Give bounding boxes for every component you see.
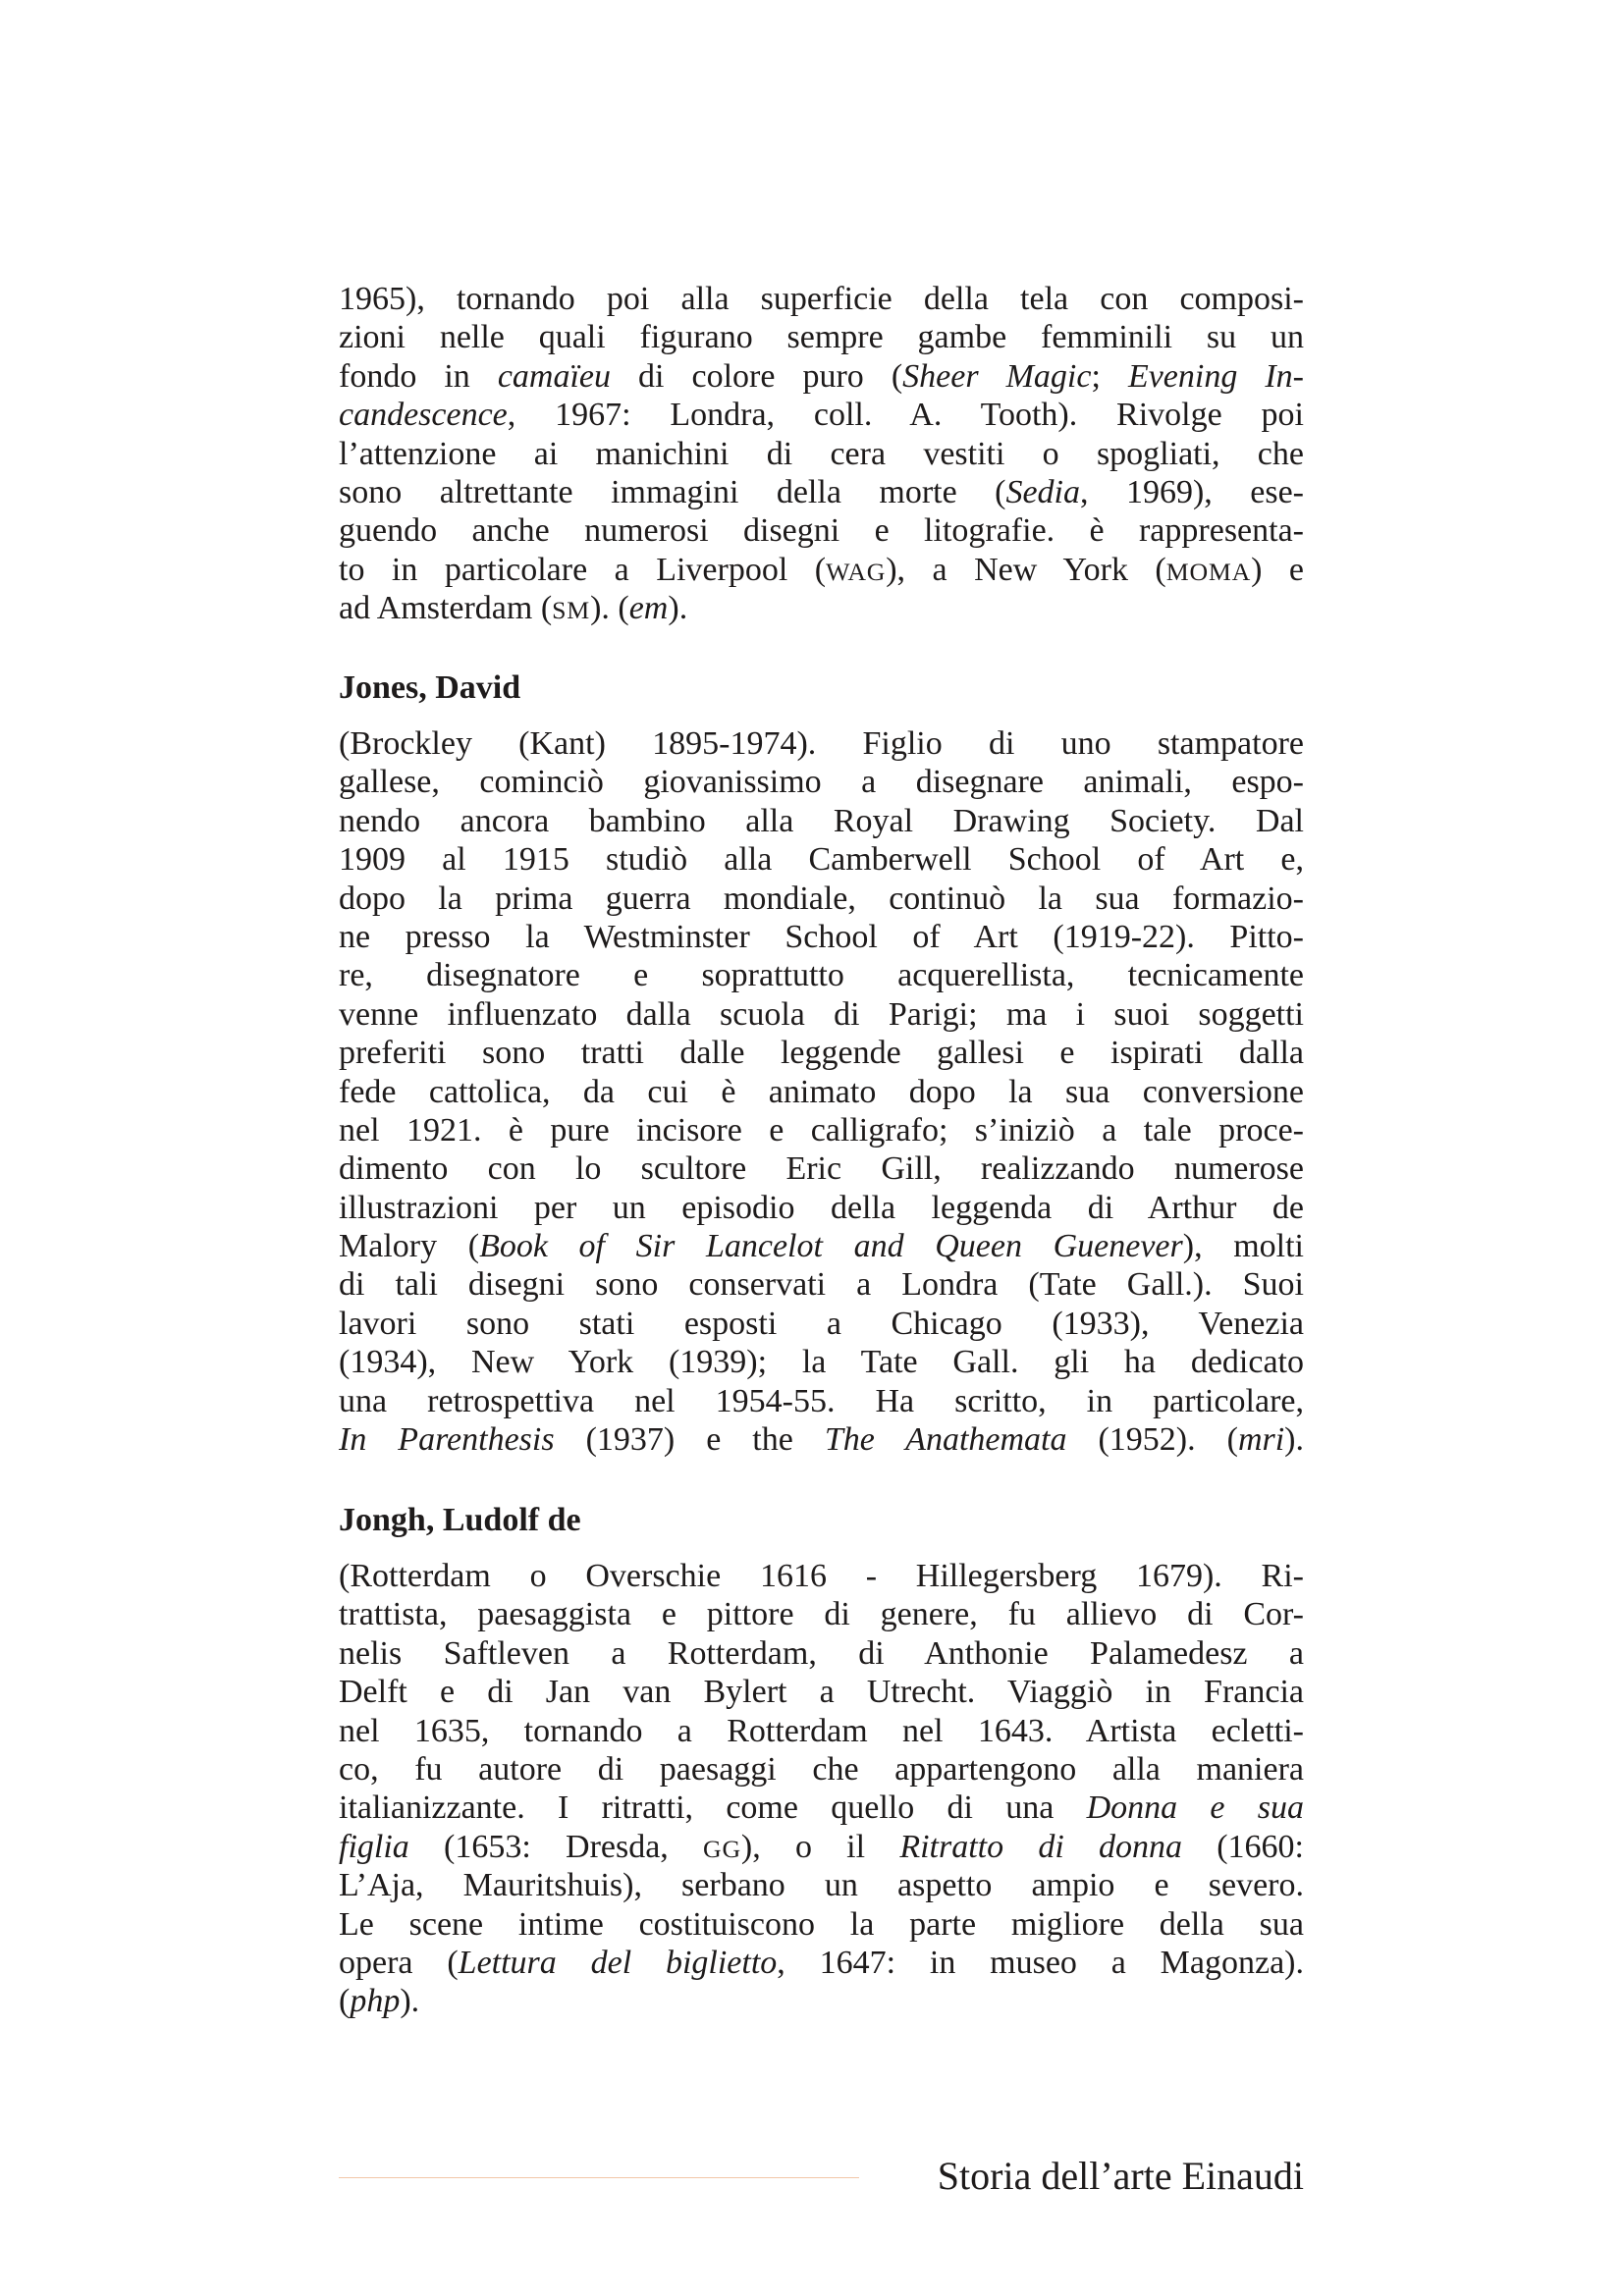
italic-text: candescence — [339, 397, 508, 434]
text-line — [339, 724, 1304, 763]
text-run: ). — [400, 1983, 420, 2020]
text-run: l’attenzione ai manichini di cera vestiti o spogliati, che — [339, 435, 1304, 472]
text-line — [339, 1905, 1304, 1944]
text-run: L’Aja, Mauritshuis), serbano un aspetto ampio e severo. — [339, 1867, 1304, 1904]
entry-text-jongh-ludolf-de — [339, 1557, 1304, 2021]
text-run: ), molti — [1182, 1228, 1304, 1265]
text-line — [339, 589, 1304, 627]
text-run: ; — [1091, 357, 1128, 395]
text-run: Malory ( — [339, 1228, 480, 1265]
text-run: ad Amsterdam ( — [339, 590, 553, 627]
text-run: , 1967: Londra, coll. A. Tooth). Rivolge poi — [507, 397, 1304, 434]
text-run: (1952). ( — [1066, 1421, 1238, 1459]
text-run: 1965), tornando poi alla superficie della tela con composi- — [339, 281, 1304, 317]
entry-title-jones-david: Jones, David — [339, 669, 521, 706]
italic-text: mri — [1237, 1421, 1285, 1459]
text-run: 1909 al 1915 studiò alla Camberwell School of Art e, — [339, 841, 1304, 879]
text-line — [339, 1343, 1304, 1381]
text-run: di tali disegni sono conservati a Londra (Tate Gall.). Suoi — [339, 1266, 1304, 1304]
text-line — [339, 1712, 1304, 1750]
text-line — [339, 1866, 1304, 1904]
italic-text: php — [350, 1983, 401, 2020]
text-run: (Rotterdam o Overschie 1616 - Hillegersberg 1679). Ri- — [339, 1558, 1304, 1594]
text-line — [339, 357, 1304, 396]
text-line — [339, 1673, 1304, 1711]
italic-text: Evening In- — [1127, 357, 1305, 395]
text-line — [339, 880, 1304, 918]
text-line — [339, 802, 1304, 840]
text-run: ), o il — [740, 1828, 900, 1865]
small-caps-abbreviation: WAG — [826, 557, 887, 586]
entry-text-jones-david — [339, 724, 1304, 1459]
text-line — [339, 551, 1304, 589]
text-run: ). — [1284, 1421, 1304, 1459]
text-run: fondo in — [339, 357, 498, 395]
text-line — [339, 396, 1304, 434]
small-caps-abbreviation: GG — [703, 1834, 741, 1863]
text-line — [339, 1828, 1304, 1866]
text-run: una retrospettiva nel 1954-55. Ha scritto, in particolare, — [339, 1382, 1304, 1419]
italic-text: figlia — [339, 1828, 409, 1865]
italic-text: Donna e sua — [1086, 1789, 1304, 1827]
text-run: nel 1635, tornando a Rotterdam nel 1643. Artista ecletti- — [339, 1712, 1304, 1749]
entry-title-jongh-ludolf-de: Jongh, Ludolf de — [339, 1502, 581, 1538]
small-caps-abbreviation: SM — [552, 596, 591, 625]
text-run: gallese, cominciò giovanissimo a disegnare animali, espo- — [339, 764, 1304, 801]
text-line — [339, 1265, 1304, 1304]
italic-text: camaïeu — [497, 357, 612, 395]
text-line — [339, 763, 1304, 801]
text-run: ne presso la Westminster School of Art (1919-22). Pitto- — [339, 918, 1304, 955]
text-run: sono altrettante immagini della morte ( — [339, 473, 1006, 510]
text-line — [339, 1420, 1304, 1459]
text-line — [339, 1227, 1304, 1265]
text-run: dimento con lo scultore Eric Gill, realizzando numerose — [339, 1150, 1304, 1188]
text-run: ), a New York ( — [886, 551, 1166, 588]
text-line — [339, 1034, 1304, 1072]
text-run: fede cattolica, da cui è animato dopo la sua conversione — [339, 1073, 1304, 1110]
text-run: ( — [339, 1983, 351, 2020]
text-run: (1660: — [1182, 1828, 1304, 1865]
text-line — [339, 435, 1304, 473]
text-run: Delft e di Jan van Bylert a Utrecht. Viaggiò in Francia — [339, 1674, 1304, 1711]
italic-text: Book of Sir Lancelot and Queen Guenever — [479, 1228, 1183, 1265]
text-line — [339, 1595, 1304, 1633]
italic-text: Sheer Magic — [902, 357, 1092, 395]
italic-text: The Anathemata — [824, 1421, 1067, 1459]
text-run: co, fu autore di paesaggi che appartengono alla maniera — [339, 1750, 1304, 1788]
footer-rule — [339, 2177, 859, 2178]
small-caps-abbreviation: MOMA — [1165, 557, 1252, 586]
text-line — [339, 1305, 1304, 1343]
text-line — [339, 1789, 1304, 1827]
text-run: guendo anche numerosi disegni e litografie. è rappresenta- — [339, 512, 1304, 550]
text-run: trattista, paesaggista e pittore di genere, fu allievo di Cor- — [339, 1596, 1304, 1633]
text-line — [339, 1944, 1304, 1982]
text-run: ). ( — [590, 590, 629, 627]
text-line — [339, 318, 1304, 356]
text-run: ) e — [1251, 551, 1304, 588]
text-line — [339, 840, 1304, 879]
text-line — [339, 1111, 1304, 1149]
text-run: di colore puro ( — [611, 357, 903, 395]
text-line — [339, 511, 1304, 550]
text-run: opera ( — [339, 1944, 459, 1981]
text-run: nel 1921. è pure incisore e calligrafo; s’iniziò a tale proce- — [339, 1111, 1304, 1148]
text-line — [339, 1557, 1304, 1595]
entry-continuation-text — [339, 280, 1304, 628]
text-run: Le scene intime costituiscono la parte migliore della sua — [339, 1905, 1304, 1943]
text-line — [339, 1634, 1304, 1673]
text-run: , 1969), ese- — [1080, 473, 1304, 510]
text-line — [339, 1382, 1304, 1420]
text-line — [339, 1750, 1304, 1789]
text-run: ). — [668, 590, 688, 627]
footer-publication-title: Storia dell’arte Einaudi — [937, 2154, 1304, 2198]
text-line — [339, 956, 1304, 994]
text-line — [339, 1982, 1304, 2020]
italic-text: Sedia — [1005, 473, 1081, 510]
italic-text: Ritratto di donna — [899, 1828, 1182, 1865]
text-run: (1934), New York (1939); la Tate Gall. gli ha dedicato — [339, 1344, 1304, 1381]
text-run: (1937) e the — [554, 1421, 825, 1459]
italic-text: em — [628, 590, 669, 627]
italic-text: Lettura del biglietto — [458, 1944, 778, 1981]
text-line — [339, 280, 1304, 318]
text-run: dopo la prima guerra mondiale, continuò la sua formazio- — [339, 880, 1304, 917]
text-run: (Brockley (Kant) 1895-1974). Figlio di uno stampatore — [339, 725, 1304, 762]
text-run: preferiti sono tratti dalle leggende gallesi e ispirati dalla — [339, 1035, 1304, 1072]
text-line — [339, 918, 1304, 956]
text-line — [339, 1189, 1304, 1227]
text-line — [339, 473, 1304, 511]
text-run: illustrazioni per un episodio della leggenda di Arthur de — [339, 1189, 1304, 1226]
text-run: venne influenzato dalla scuola di Parigi; ma i suoi soggetti — [339, 995, 1304, 1033]
text-run: nelis Saftleven a Rotterdam, di Anthonie Palamedesz a — [339, 1634, 1304, 1672]
text-line — [339, 1149, 1304, 1188]
text-line — [339, 1073, 1304, 1111]
text-run: zioni nelle quali figurano sempre gambe femminili su un — [339, 319, 1304, 356]
text-run: lavori sono stati esposti a Chicago (1933), Venezia — [339, 1305, 1304, 1342]
italic-text: In Parenthesis — [339, 1421, 555, 1459]
text-run: , 1647: in museo a Magonza). — [777, 1944, 1305, 1981]
text-run: nendo ancora bambino alla Royal Drawing Society. Dal — [339, 802, 1304, 839]
text-run: to in particolare a Liverpool ( — [339, 551, 827, 588]
text-line — [339, 995, 1304, 1034]
text-run: (1653: Dresda, — [408, 1828, 704, 1865]
text-run: italianizzante. I ritratti, come quello di una — [339, 1789, 1087, 1827]
text-run: re, disegnatore e soprattutto acquerellista, tecnicamente — [339, 957, 1304, 994]
